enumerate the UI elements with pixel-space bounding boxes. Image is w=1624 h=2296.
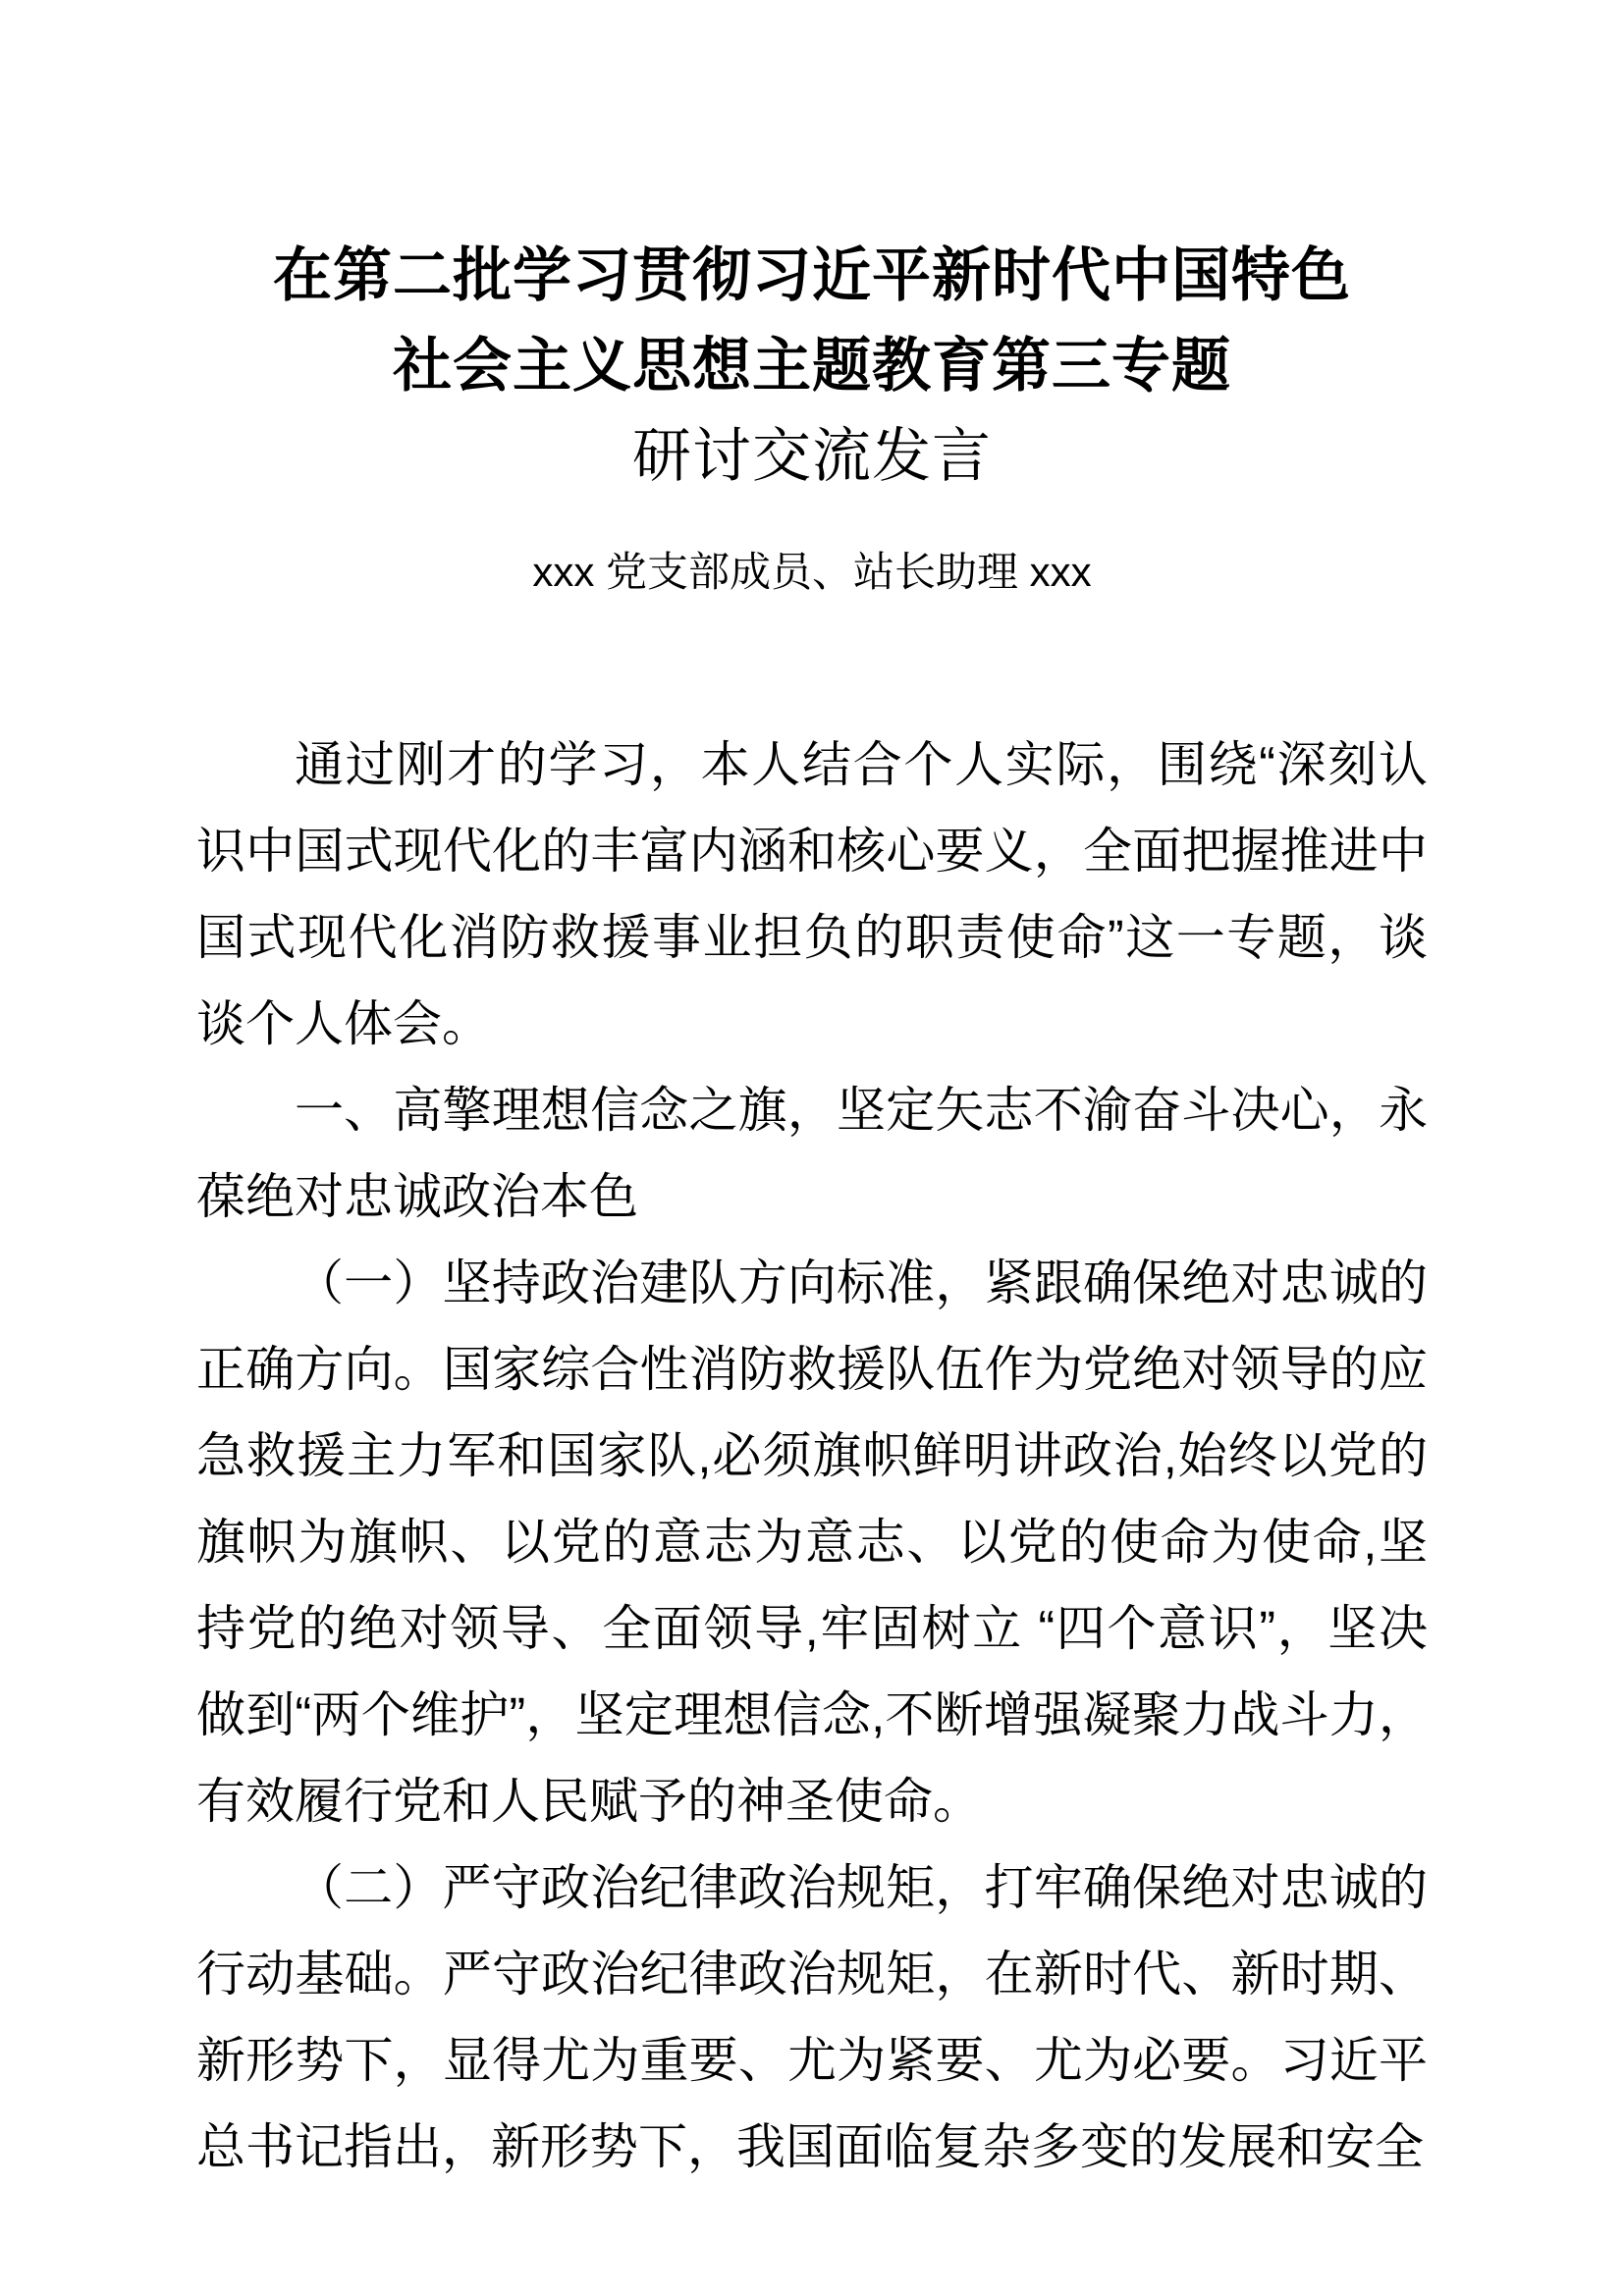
- paragraph-section-1-2: （二）严守政治纪律政治规矩，打牢确保绝对忠诚的行动基础。严守政治纪律政治规矩，在新时代、新时期、新形势下，显得尤为重要、尤为紧要、尤为必要。习近平总书记指出，新形势下，我国面临复杂多变的发展和安全: [196, 1860, 1428, 2175]
- document-title: [196, 231, 1428, 502]
- paragraph-section-1-1: （一）坚持政治建队方向标准，紧跟确保绝对忠诚的正确方向。国家综合性消防救援队伍作为党绝对领导的应急救援主力军和国家队,必须旗帜鲜明讲政治,始终以党的旗帜为旗帜、以党的意志为意志、以党的使命为使命,坚持党的绝对领导、全面领导,牢固树立 “四个意识”，坚决做到“两个维护”，坚定理想信念,不断增强凝聚力战斗力，有效履行党和人民赋予的神圣使命。: [196, 1255, 1428, 1830]
- title-line-2: 社会主义思想主题教育第三专题: [393, 333, 1231, 400]
- paragraph-intro: 通过刚才的学习，本人结合个人实际，围绕“深刻认识中国式现代化的丰富内涵和核心要义，全面把握推进中国式现代化消防救援事业担负的职责使命”这一专题，谈谈个人体会。: [196, 737, 1428, 1052]
- title-line-1: 在第二批学习贯彻习近平新时代中国特色: [273, 242, 1351, 309]
- paragraph-heading-1: 一、高擎理想信念之旗，坚定矢志不渝奋斗决心，永葆绝对忠诚政治本色: [196, 1083, 1428, 1225]
- title-line-3: 研讨交流发言: [632, 423, 992, 490]
- author-line: xxx 党支部成员、站长助理 xxx: [532, 549, 1092, 596]
- document-body: [196, 721, 1428, 2190]
